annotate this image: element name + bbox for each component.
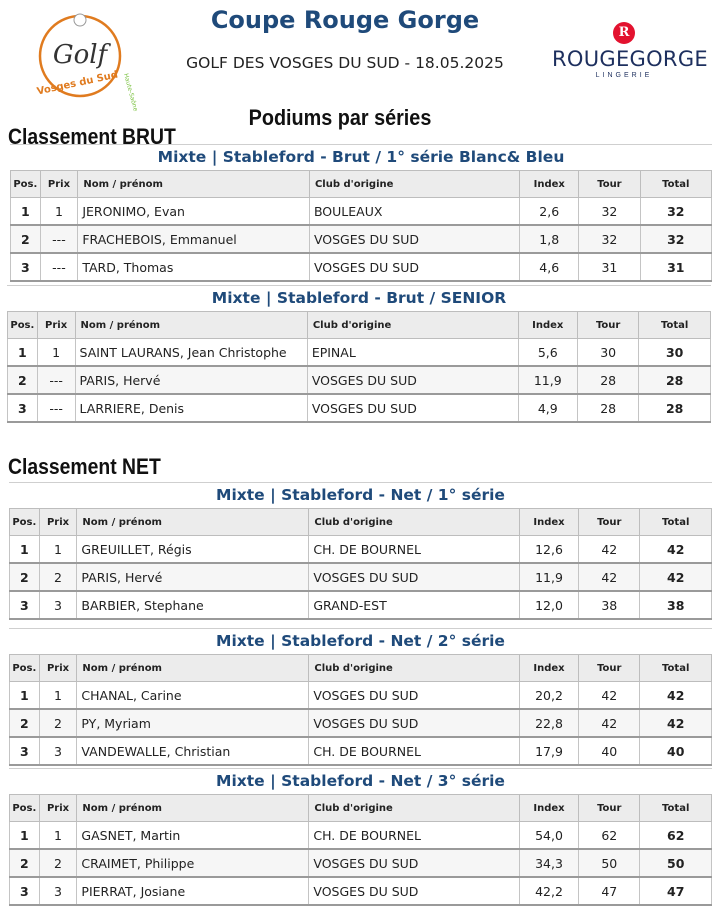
table-net-1-serie bbox=[9, 482, 712, 620]
cell-total: 42 bbox=[640, 536, 712, 564]
cell-club: VOSGES DU SUD bbox=[309, 877, 519, 905]
column-header-pos: Pos. bbox=[10, 795, 40, 822]
cell-tour: 47 bbox=[579, 877, 640, 905]
cell-index: 4,9 bbox=[518, 394, 577, 422]
cell-total: 40 bbox=[640, 737, 712, 765]
column-header-tour: Tour bbox=[579, 171, 640, 198]
cell-pos: 2 bbox=[8, 366, 38, 394]
cell-club: VOSGES DU SUD bbox=[309, 849, 519, 877]
cell-pos: 1 bbox=[10, 682, 40, 710]
column-header-club: Club d'origine bbox=[309, 795, 519, 822]
cell-club: CH. DE BOURNEL bbox=[309, 737, 519, 765]
cell-club: VOSGES DU SUD bbox=[309, 253, 519, 281]
cell-nom: CHANAL, Carine bbox=[77, 682, 309, 710]
cell-index: 1,8 bbox=[520, 225, 579, 253]
cell-prix: 3 bbox=[39, 737, 77, 765]
cell-pos: 2 bbox=[10, 709, 40, 737]
cell-index: 54,0 bbox=[519, 822, 578, 850]
svg-text:Golf: Golf bbox=[52, 40, 108, 70]
cell-prix: --- bbox=[40, 225, 78, 253]
cell-prix: 3 bbox=[39, 877, 77, 905]
rougegorge-name: ROUGEGORGE bbox=[552, 47, 708, 71]
cell-total: 28 bbox=[639, 394, 711, 422]
column-header-club: Club d'origine bbox=[309, 655, 519, 682]
table-row bbox=[10, 849, 712, 877]
svg-text:Vosges du Sud: Vosges du Sud bbox=[35, 69, 120, 98]
cell-tour: 42 bbox=[579, 563, 640, 591]
cell-total: 47 bbox=[640, 877, 712, 905]
cell-pos: 1 bbox=[8, 339, 38, 367]
cell-pos: 3 bbox=[10, 591, 40, 619]
cell-tour: 62 bbox=[579, 822, 640, 850]
cell-total: 31 bbox=[640, 253, 711, 281]
column-header-nom: Nom / prénom bbox=[77, 509, 309, 536]
cell-total: 32 bbox=[640, 225, 711, 253]
cell-total: 32 bbox=[640, 198, 711, 226]
table-row bbox=[11, 253, 712, 281]
cell-pos: 2 bbox=[11, 225, 41, 253]
cell-pos: 2 bbox=[10, 563, 40, 591]
table-row bbox=[8, 366, 711, 394]
cell-tour: 28 bbox=[577, 366, 638, 394]
column-header-tour: Tour bbox=[577, 312, 638, 339]
table-header-row bbox=[10, 509, 712, 536]
cell-index: 11,9 bbox=[518, 366, 577, 394]
column-header-nom: Nom / prénom bbox=[77, 795, 309, 822]
cell-index: 12,6 bbox=[519, 536, 578, 564]
cell-index: 42,2 bbox=[519, 877, 578, 905]
column-header-club: Club d'origine bbox=[307, 312, 518, 339]
cell-pos: 1 bbox=[10, 822, 40, 850]
cell-nom: PARIS, Hervé bbox=[75, 366, 307, 394]
cell-prix: --- bbox=[37, 366, 75, 394]
column-header-tour: Tour bbox=[579, 655, 640, 682]
table-row bbox=[10, 591, 712, 619]
column-header-index: Index bbox=[520, 171, 579, 198]
column-header-club: Club d'origine bbox=[309, 509, 519, 536]
column-header-prix: Prix bbox=[39, 509, 77, 536]
cell-index: 17,9 bbox=[519, 737, 578, 765]
table-title: Mixte | Stableford - Net / 1° série bbox=[9, 482, 712, 508]
column-header-nom: Nom / prénom bbox=[77, 655, 309, 682]
cell-total: 38 bbox=[640, 591, 712, 619]
rougegorge-logo bbox=[552, 22, 708, 88]
table-row bbox=[11, 225, 712, 253]
cell-index: 12,0 bbox=[519, 591, 578, 619]
column-header-index: Index bbox=[519, 655, 578, 682]
cell-club: VOSGES DU SUD bbox=[307, 366, 518, 394]
cell-prix: 2 bbox=[39, 709, 77, 737]
table-net-3-serie bbox=[9, 768, 712, 906]
cell-nom: PIERRAT, Josiane bbox=[77, 877, 309, 905]
column-header-tour: Tour bbox=[579, 509, 640, 536]
cell-prix: 3 bbox=[39, 591, 77, 619]
column-header-prix: Prix bbox=[39, 795, 77, 822]
cell-index: 4,6 bbox=[520, 253, 579, 281]
cell-pos: 1 bbox=[10, 536, 40, 564]
cell-nom: PARIS, Hervé bbox=[77, 563, 309, 591]
cell-tour: 50 bbox=[579, 849, 640, 877]
table-row bbox=[10, 536, 712, 564]
column-header-pos: Pos. bbox=[8, 312, 38, 339]
table-row bbox=[8, 394, 711, 422]
cell-club: CH. DE BOURNEL bbox=[309, 536, 519, 564]
cell-prix: 2 bbox=[39, 563, 77, 591]
cell-index: 34,3 bbox=[519, 849, 578, 877]
cell-tour: 31 bbox=[579, 253, 640, 281]
event-subtitle: GOLF DES VOSGES DU SUD - 18.05.2025 bbox=[186, 54, 504, 72]
svg-text:Haute-Saône: Haute-Saône bbox=[122, 72, 139, 113]
cell-tour: 38 bbox=[579, 591, 640, 619]
cell-pos: 3 bbox=[10, 737, 40, 765]
cell-total: 42 bbox=[640, 709, 712, 737]
cell-tour: 40 bbox=[579, 737, 640, 765]
cell-total: 50 bbox=[640, 849, 712, 877]
column-header-prix: Prix bbox=[39, 655, 77, 682]
column-header-total: Total bbox=[640, 795, 712, 822]
cell-nom: GASNET, Martin bbox=[77, 822, 309, 850]
cell-prix: 1 bbox=[39, 682, 77, 710]
table-header-row bbox=[10, 795, 712, 822]
cell-total: 62 bbox=[640, 822, 712, 850]
results-table bbox=[9, 654, 712, 766]
table-title: Mixte | Stableford - Net / 3° série bbox=[9, 768, 712, 794]
cell-prix: --- bbox=[40, 253, 78, 281]
results-table bbox=[7, 311, 711, 423]
table-header-row bbox=[10, 655, 712, 682]
column-header-nom: Nom / prénom bbox=[75, 312, 307, 339]
cell-club: VOSGES DU SUD bbox=[309, 709, 519, 737]
column-header-total: Total bbox=[639, 312, 711, 339]
cell-prix: 1 bbox=[37, 339, 75, 367]
column-header-prix: Prix bbox=[37, 312, 75, 339]
cell-nom: JERONIMO, Evan bbox=[78, 198, 310, 226]
cell-prix: 1 bbox=[39, 536, 77, 564]
column-header-total: Total bbox=[640, 171, 711, 198]
cell-pos: 1 bbox=[11, 198, 41, 226]
cell-nom: BARBIER, Stephane bbox=[77, 591, 309, 619]
cell-index: 20,2 bbox=[519, 682, 578, 710]
results-table bbox=[9, 794, 712, 906]
results-table bbox=[10, 170, 712, 282]
cell-nom: LARRIERE, Denis bbox=[75, 394, 307, 422]
results-table bbox=[9, 508, 712, 620]
cell-prix: 1 bbox=[39, 822, 77, 850]
table-brut-1-serie bbox=[10, 144, 712, 282]
cell-nom: GREUILLET, Régis bbox=[77, 536, 309, 564]
cell-club: EPINAL bbox=[307, 339, 518, 367]
table-row bbox=[10, 709, 712, 737]
table-net-2-serie bbox=[9, 628, 712, 766]
table-row bbox=[8, 339, 711, 367]
column-header-nom: Nom / prénom bbox=[78, 171, 310, 198]
cell-nom: CRAIMET, Philippe bbox=[77, 849, 309, 877]
cell-total: 42 bbox=[640, 563, 712, 591]
cell-pos: 2 bbox=[10, 849, 40, 877]
podiums-heading: Podiums par séries bbox=[248, 105, 432, 130]
column-header-tour: Tour bbox=[579, 795, 640, 822]
cell-tour: 32 bbox=[579, 198, 640, 226]
cell-total: 28 bbox=[639, 366, 711, 394]
column-header-pos: Pos. bbox=[10, 655, 40, 682]
cell-prix: 1 bbox=[40, 198, 78, 226]
section-net-label: Classement NET bbox=[8, 454, 161, 479]
cell-nom: TARD, Thomas bbox=[78, 253, 310, 281]
cell-tour: 32 bbox=[579, 225, 640, 253]
table-title: Mixte | Stableford - Net / 2° série bbox=[9, 628, 712, 654]
cell-pos: 3 bbox=[11, 253, 41, 281]
cell-tour: 28 bbox=[577, 394, 638, 422]
golf-vosges-du-sud-logo bbox=[30, 8, 139, 113]
cell-tour: 42 bbox=[579, 682, 640, 710]
column-header-club: Club d'origine bbox=[309, 171, 519, 198]
table-header-row bbox=[8, 312, 711, 339]
cell-club: BOULEAUX bbox=[309, 198, 519, 226]
cell-nom: FRACHEBOIS, Emmanuel bbox=[78, 225, 310, 253]
column-header-index: Index bbox=[518, 312, 577, 339]
page-title: Coupe Rouge Gorge bbox=[210, 6, 480, 34]
cell-index: 22,8 bbox=[519, 709, 578, 737]
table-brut-senior bbox=[7, 285, 711, 423]
table-title: Mixte | Stableford - Brut / 1° série Blanc& Bleu bbox=[10, 144, 712, 170]
table-title: Mixte | Stableford - Brut / SENIOR bbox=[7, 285, 711, 311]
cell-total: 42 bbox=[640, 682, 712, 710]
rougegorge-tagline: LINGERIE bbox=[595, 72, 653, 79]
table-header-row bbox=[11, 171, 712, 198]
cell-total: 30 bbox=[639, 339, 711, 367]
cell-club: VOSGES DU SUD bbox=[309, 682, 519, 710]
rougegorge-mark-icon: R bbox=[613, 22, 635, 44]
column-header-pos: Pos. bbox=[10, 509, 40, 536]
cell-pos: 3 bbox=[8, 394, 38, 422]
cell-tour: 42 bbox=[579, 709, 640, 737]
column-header-index: Index bbox=[519, 509, 578, 536]
cell-prix: --- bbox=[37, 394, 75, 422]
table-row bbox=[10, 737, 712, 765]
section-brut-label: Classement BRUT bbox=[8, 124, 176, 149]
cell-prix: 2 bbox=[39, 849, 77, 877]
cell-index: 11,9 bbox=[519, 563, 578, 591]
column-header-total: Total bbox=[640, 655, 712, 682]
table-row bbox=[10, 682, 712, 710]
column-header-prix: Prix bbox=[40, 171, 78, 198]
cell-nom: SAINT LAURANS, Jean Christophe bbox=[75, 339, 307, 367]
cell-club: VOSGES DU SUD bbox=[307, 394, 518, 422]
cell-tour: 42 bbox=[579, 536, 640, 564]
cell-index: 5,6 bbox=[518, 339, 577, 367]
cell-index: 2,6 bbox=[520, 198, 579, 226]
table-row bbox=[10, 563, 712, 591]
cell-club: VOSGES DU SUD bbox=[309, 225, 519, 253]
cell-tour: 30 bbox=[577, 339, 638, 367]
column-header-total: Total bbox=[640, 509, 712, 536]
cell-pos: 3 bbox=[10, 877, 40, 905]
cell-nom: PY, Myriam bbox=[77, 709, 309, 737]
cell-nom: VANDEWALLE, Christian bbox=[77, 737, 309, 765]
cell-club: GRAND-EST bbox=[309, 591, 519, 619]
cell-club: CH. DE BOURNEL bbox=[309, 822, 519, 850]
table-row bbox=[10, 877, 712, 905]
cell-club: VOSGES DU SUD bbox=[309, 563, 519, 591]
column-header-pos: Pos. bbox=[11, 171, 41, 198]
column-header-index: Index bbox=[519, 795, 578, 822]
table-row bbox=[10, 822, 712, 850]
table-row bbox=[11, 198, 712, 226]
